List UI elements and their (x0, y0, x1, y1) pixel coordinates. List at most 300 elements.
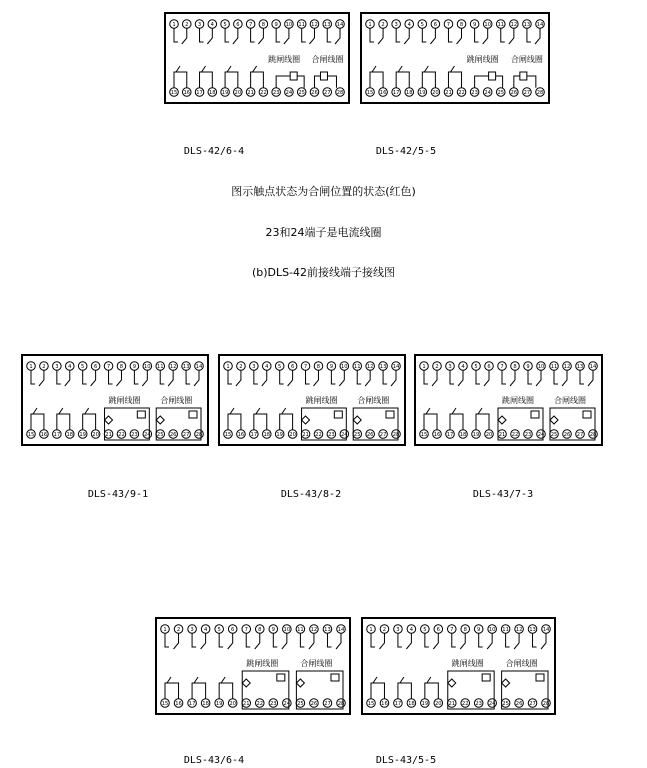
contact-line (300, 633, 304, 647)
terminal-number: 28 (336, 90, 344, 97)
terminal-number: 23 (270, 701, 277, 708)
contact-line (227, 66, 231, 72)
terminal-number: 7 (303, 364, 308, 371)
contact-line (83, 414, 96, 430)
contact-line (91, 370, 96, 386)
terminal-number: 27 (576, 432, 584, 439)
contact-line (200, 28, 204, 42)
terminal-number: 25 (497, 90, 505, 97)
terminal-number: 1 (422, 364, 426, 371)
terminal-number: 10 (283, 627, 291, 634)
contact-line (246, 633, 250, 647)
terminal-number: 25 (298, 90, 305, 97)
contact-line (357, 370, 361, 384)
terminal-number: 8 (459, 22, 464, 29)
terminal-number: 28 (589, 432, 597, 439)
close-coil-label: 合闸线圈 (357, 396, 390, 405)
close-coil-label: 合闸线圈 (554, 396, 586, 405)
wiring-diagram-dls42-6-4 (164, 12, 350, 104)
contact-line (200, 72, 213, 88)
contact-line (501, 28, 505, 42)
contact-line (109, 370, 113, 384)
contact-line (509, 28, 514, 44)
contact-line (398, 683, 411, 699)
contact-line (194, 677, 198, 683)
terminal-number: 7 (106, 364, 111, 371)
terminal-number: 28 (337, 701, 345, 708)
diagram-caption-dls42-5-5: DLS-42/5-5 (375, 146, 437, 157)
terminal-number: 11 (550, 364, 558, 371)
terminal-number: 15 (367, 701, 375, 708)
contact-line (460, 633, 465, 649)
terminal-number: 24 (144, 432, 151, 439)
contact-line (116, 370, 121, 386)
contact-line (302, 28, 306, 42)
trip-coil-symbol (277, 674, 285, 681)
terminal-number: 7 (446, 22, 451, 29)
contact-line (85, 408, 89, 414)
contact-line (400, 677, 404, 683)
contact-line (427, 677, 431, 683)
terminal-number: 17 (394, 701, 402, 708)
trip-coil-label: 跳闸线圈 (466, 55, 499, 64)
terminal-number: 27 (182, 432, 190, 439)
contact-line (31, 414, 44, 430)
contact-line (425, 683, 438, 699)
terminal-number: 28 (536, 90, 544, 97)
terminal-number: 25 (156, 432, 164, 439)
terminal-number: 6 (436, 627, 440, 634)
diagram-caption-dls43-7-3: DLS-43/7-3 (472, 489, 534, 500)
contact-line (258, 28, 263, 44)
contact-line (336, 633, 341, 649)
contact-line (371, 633, 375, 647)
contact-line (426, 408, 430, 414)
terminal-number: 11 (156, 364, 164, 371)
terminal-number: 12 (366, 364, 374, 371)
contact-line (276, 28, 280, 42)
terminal-number: 17 (446, 432, 454, 439)
terminal-number: 10 (341, 364, 348, 371)
contact-line (422, 28, 426, 42)
figure-caption: (b)DLS-42前接线端子接线图 (251, 266, 396, 279)
terminal-number: 21 (105, 432, 112, 439)
contact-line (309, 28, 314, 44)
diagram-caption-dls42-6-4: DLS-42/6-4 (183, 146, 245, 157)
contact-line (448, 28, 452, 42)
contact-line (228, 414, 241, 430)
contact-line (424, 414, 437, 430)
contact-line (174, 72, 187, 88)
terminal-number: 25 (297, 701, 304, 708)
terminal-number: 24 (488, 701, 496, 708)
terminal-number: 19 (215, 701, 223, 708)
terminal-number: 9 (274, 22, 278, 29)
contact-line (452, 633, 456, 647)
contact-line (280, 370, 284, 384)
terminal-number: 12 (310, 627, 318, 634)
terminal-number: 11 (502, 627, 509, 634)
terminal-number: 4 (210, 22, 214, 29)
contact-line (65, 370, 70, 386)
contact-line (194, 370, 199, 386)
terminal-number: 25 (353, 432, 361, 439)
contact-line (448, 72, 461, 88)
contact-line (580, 370, 584, 384)
contact-line (452, 408, 456, 414)
coil-wire (496, 76, 503, 88)
contact-line (165, 683, 179, 699)
terminal-number: 8 (463, 627, 467, 634)
trip-coil-symbol (137, 411, 145, 418)
contact-line (174, 633, 179, 649)
terminal-number: 6 (433, 22, 438, 29)
terminal-number: 16 (175, 701, 182, 708)
contact-line (487, 633, 492, 649)
wiring-diagram-dls43-5-5 (361, 617, 556, 715)
terminal-number: 9 (472, 22, 477, 29)
terminal-number: 26 (563, 432, 571, 439)
close-coil-label: 合闸线圈 (311, 55, 344, 64)
terminal-number: 17 (250, 432, 258, 439)
terminal-number: 13 (576, 364, 584, 371)
terminal-number: 18 (209, 90, 216, 97)
terminal-number: 9 (526, 364, 530, 371)
terminal-number: 19 (79, 432, 86, 439)
terminal-number: 24 (341, 432, 348, 439)
terminal-number: 21 (242, 701, 250, 708)
coil-wire (527, 76, 536, 88)
terminal-number: 21 (448, 701, 456, 708)
terminal-number: 13 (379, 364, 387, 371)
contact-line (219, 683, 233, 699)
terminal-number: 20 (435, 701, 442, 708)
contact-line (201, 633, 206, 649)
contact-line (192, 633, 196, 647)
terminal-number: 5 (278, 364, 282, 371)
contact-line (398, 66, 402, 72)
contact-line (134, 370, 138, 384)
terminal-number: 14 (392, 364, 400, 371)
contact-line (535, 28, 540, 44)
contact-line (528, 370, 532, 384)
contact-line (236, 370, 241, 386)
terminal-number: 22 (315, 432, 322, 439)
contact-line (221, 677, 225, 683)
contact-line (33, 408, 37, 414)
terminal-number: 26 (366, 432, 374, 439)
terminal-number: 1 (163, 627, 167, 634)
coil-diode (302, 416, 310, 424)
coil-diode (156, 416, 164, 424)
terminal-number: 22 (260, 90, 267, 97)
terminal-number: 26 (310, 701, 318, 708)
contact-line (450, 66, 454, 72)
trip-coil-label: 跳闸线圈 (451, 659, 484, 668)
contact-line (207, 28, 212, 44)
contact-line (365, 370, 370, 386)
terminal-number: 13 (182, 364, 190, 371)
terminal-number: 16 (379, 90, 387, 97)
terminal-number: 21 (445, 90, 452, 97)
close-coil-symbol (189, 411, 197, 418)
contact-line (536, 370, 541, 386)
terminal-number: 2 (42, 364, 46, 371)
terminal-number: 23 (471, 90, 478, 97)
terminal-number: 3 (394, 22, 398, 29)
contact-line (174, 28, 178, 42)
terminal-number: 16 (433, 432, 441, 439)
terminal-number: 3 (55, 364, 59, 371)
close-coil-symbol (583, 411, 591, 418)
diagram-caption-dls43-5-5: DLS-43/5-5 (375, 755, 437, 766)
terminal-number: 26 (515, 701, 523, 708)
contact-line (256, 408, 260, 414)
terminal-number: 23 (328, 432, 335, 439)
trip-coil-label: 跳闸线圈 (502, 396, 534, 405)
terminal-number: 20 (432, 90, 439, 97)
contact-line (424, 370, 428, 384)
wiring-diagram-dls42-5-5 (360, 12, 550, 104)
close-coil-label: 合闸线圈 (505, 659, 538, 668)
terminal-number: 19 (276, 432, 283, 439)
contact-line (391, 370, 396, 386)
contact-line (335, 28, 340, 44)
contact-line (502, 370, 506, 384)
contact-line (313, 370, 318, 386)
contact-line (327, 28, 331, 42)
terminal-number: 2 (435, 364, 439, 371)
terminal-number: 17 (53, 432, 61, 439)
terminal-number: 4 (68, 364, 72, 371)
diagram-caption-dls43-6-4: DLS-43/6-4 (183, 755, 245, 766)
terminal-number: 7 (450, 627, 454, 634)
contact-line (378, 28, 383, 44)
contact-line (554, 370, 558, 384)
contact-line (430, 28, 435, 44)
contact-line (371, 683, 384, 699)
terminal-number: 20 (485, 432, 493, 439)
terminal-number: 12 (563, 364, 571, 371)
terminal-number: 13 (523, 22, 531, 29)
contact-line (527, 28, 531, 42)
terminal-number: 26 (311, 90, 318, 97)
terminal-number: 27 (324, 701, 331, 708)
terminal-number: 5 (474, 364, 478, 371)
terminal-number: 4 (409, 627, 414, 634)
contact-line (160, 370, 164, 384)
contact-line (142, 370, 147, 386)
terminal-number: 16 (183, 90, 191, 97)
contact-line (424, 66, 428, 72)
contact-line (383, 370, 387, 384)
close-coil-symbol (386, 411, 394, 418)
terminal-number: 21 (498, 432, 506, 439)
terminal-number: 25 (502, 701, 509, 708)
terminal-number: 3 (252, 364, 256, 371)
terminal-number: 7 (248, 22, 253, 29)
terminal-number: 11 (497, 22, 505, 29)
terminal-number: 2 (176, 627, 181, 634)
contact-line (398, 633, 402, 647)
contact-line (373, 677, 377, 683)
terminal-number: 4 (407, 22, 411, 29)
terminal-number: 9 (329, 364, 334, 371)
terminal-number: 15 (224, 432, 232, 439)
terminal-number: 19 (419, 90, 426, 97)
contact-line (406, 633, 411, 649)
contact-line (59, 408, 63, 414)
terminal-number: 14 (542, 627, 550, 634)
coil-diode (105, 416, 113, 424)
terminal-number: 16 (381, 701, 388, 708)
wiring-diagram-dls43-6-4 (155, 617, 351, 715)
terminal-number: 14 (536, 22, 544, 29)
trip-coil-symbol (334, 411, 342, 418)
close-coil-symbol (520, 72, 527, 80)
terminal-number: 18 (66, 432, 74, 439)
contact-line (255, 633, 260, 649)
contact-line (339, 370, 344, 386)
terminal-number: 19 (472, 432, 480, 439)
terminal-number: 8 (513, 364, 517, 371)
contact-line (562, 370, 567, 386)
current-coil-note: 23和24端子是电流线圈 (265, 226, 382, 239)
terminal-number: 10 (488, 627, 496, 634)
terminal-number: 26 (510, 90, 518, 97)
contact-line (370, 28, 374, 42)
terminal-number: 21 (302, 432, 309, 439)
terminal-number: 23 (524, 432, 532, 439)
close-coil-symbol (320, 72, 327, 80)
contact-line (254, 414, 267, 430)
contact-line (31, 370, 35, 384)
contact-line (433, 633, 438, 649)
terminal-number: 18 (405, 90, 413, 97)
contact-line (280, 414, 293, 430)
contact-line (404, 28, 409, 44)
terminal-number: 2 (382, 627, 387, 634)
terminal-number: 25 (550, 432, 558, 439)
trip-coil-symbol (489, 72, 496, 80)
terminal-number: 7 (500, 364, 504, 371)
terminal-number: 5 (420, 22, 424, 29)
terminal-number: 7 (244, 627, 248, 634)
contact-line (167, 677, 171, 683)
contact-line (506, 633, 510, 647)
coil-wire (314, 76, 320, 88)
terminal-number: 15 (161, 701, 169, 708)
terminal-number: 18 (459, 432, 467, 439)
contact-line (83, 370, 87, 384)
contact-line (39, 370, 44, 386)
coil-wire (514, 76, 520, 88)
terminal-number: 1 (369, 627, 373, 634)
contact-line (253, 66, 257, 72)
terminal-number: 23 (272, 90, 280, 97)
terminal-number: 24 (283, 701, 291, 708)
trip-coil-label: 跳闸线圈 (108, 396, 141, 405)
contact-line (450, 370, 454, 384)
contact-line (288, 370, 293, 386)
terminal-number: 6 (487, 364, 491, 371)
terminal-number: 23 (475, 701, 482, 708)
terminal-number: 27 (523, 90, 531, 97)
contact-line (284, 28, 289, 44)
terminal-number: 12 (510, 22, 518, 29)
terminal-number: 22 (461, 701, 469, 708)
contact-line (478, 408, 482, 414)
terminal-number: 18 (408, 701, 415, 708)
coil-wire (276, 76, 290, 88)
terminal-number: 27 (323, 90, 331, 97)
terminal-number: 28 (392, 432, 400, 439)
terminal-number: 3 (396, 627, 400, 634)
contact-line (425, 633, 429, 647)
close-coil-label: 合闸线圈 (300, 659, 333, 668)
contact-line (484, 370, 489, 386)
contact-line (282, 408, 286, 414)
terminal-number: 24 (285, 90, 293, 97)
terminal-number: 10 (144, 364, 151, 371)
wiring-diagram-dls43-9-1 (21, 354, 209, 446)
contact-line (309, 633, 314, 649)
terminal-number: 6 (290, 364, 295, 371)
close-coil-symbol (331, 674, 339, 681)
terminal-number: 14 (195, 364, 203, 371)
coil-wire (475, 76, 489, 88)
terminal-number: 21 (247, 90, 254, 97)
terminal-number: 1 (226, 364, 230, 371)
terminal-number: 4 (461, 364, 465, 371)
coil-diode (242, 679, 250, 687)
coil-wire (297, 76, 304, 88)
contact-line (225, 72, 238, 88)
terminal-number: 24 (484, 90, 491, 97)
terminal-number: 2 (185, 22, 189, 29)
terminal-number: 8 (316, 364, 321, 371)
terminal-number: 5 (223, 22, 227, 29)
terminal-number: 2 (381, 22, 385, 29)
contact-line (176, 66, 180, 72)
contact-line (458, 370, 463, 386)
contact-line (327, 633, 331, 647)
contact-line (541, 633, 546, 649)
terminal-number: 23 (131, 432, 138, 439)
contact-line (533, 633, 537, 647)
terminal-number: 12 (515, 627, 523, 634)
contact-line (476, 370, 480, 384)
terminal-number: 28 (195, 432, 203, 439)
contact-line (202, 66, 206, 72)
contact-line (228, 370, 232, 384)
terminal-number: 6 (236, 22, 240, 29)
contact-line (514, 633, 519, 649)
terminal-number: 17 (188, 701, 196, 708)
terminal-number: 18 (263, 432, 271, 439)
terminal-number: 15 (366, 90, 374, 97)
wiring-diagram-dls43-8-2 (218, 354, 406, 446)
terminal-number: 19 (221, 90, 229, 97)
contact-line (254, 370, 258, 384)
terminal-number: 27 (379, 432, 387, 439)
contact-line (379, 633, 384, 649)
trip-coil-symbol (482, 674, 490, 681)
terminal-number: 12 (311, 22, 318, 29)
contact-line (273, 633, 277, 647)
contact-line (450, 414, 463, 430)
terminal-number: 14 (589, 364, 597, 371)
